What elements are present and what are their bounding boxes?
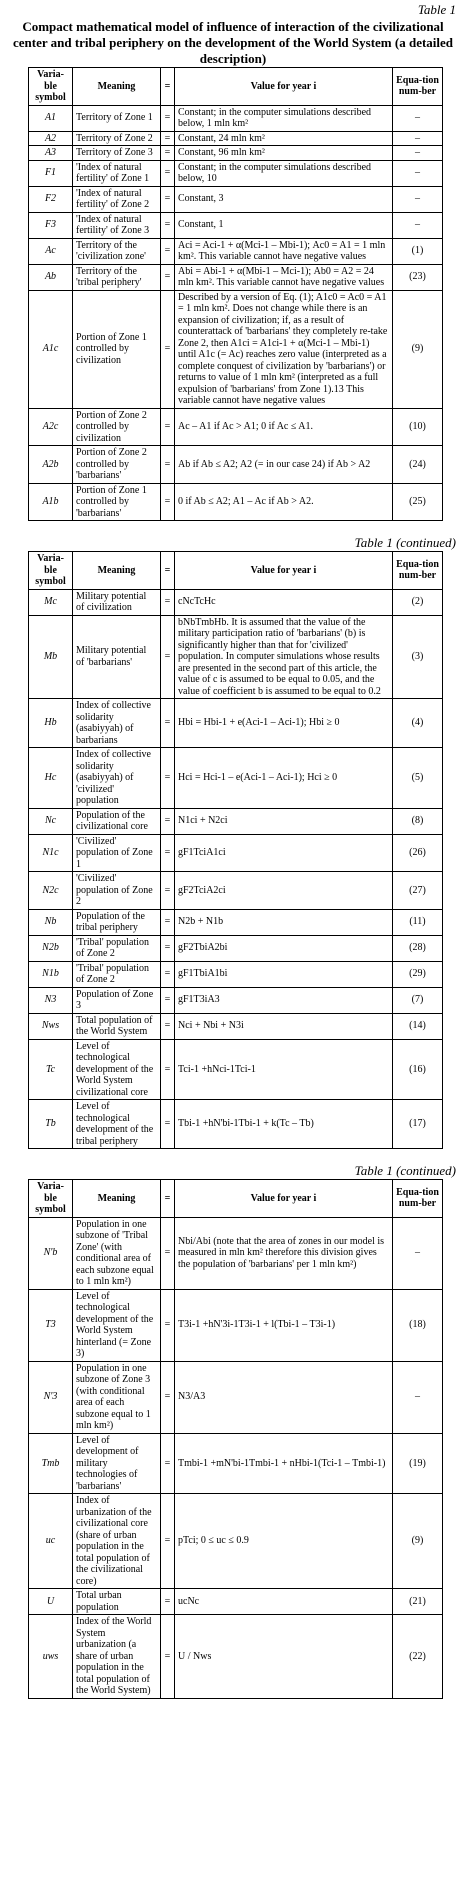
equation-number: (4)	[393, 699, 443, 748]
table-label: Table 1 (continued)	[354, 535, 456, 550]
table-row	[29, 408, 443, 446]
table-row	[29, 446, 443, 484]
equals-sign: =	[161, 105, 175, 131]
table-label: Table 1 (continued)	[354, 1163, 456, 1178]
variable-value: Constant; in the computer simulations described below, 1 mln km²	[175, 105, 393, 131]
variable-value: Abi = Abi-1 + α(Mbi-1 – Mci-1); Ab0 = A2 = 24 mln km². This variable cannot have negative values	[175, 264, 393, 290]
variable-meaning: Territory of the 'tribal periphery'	[73, 264, 161, 290]
equals-sign: =	[161, 264, 175, 290]
equation-number: –	[393, 160, 443, 186]
equals-sign: =	[161, 935, 175, 961]
equation-number: –	[393, 186, 443, 212]
variable-symbol: F2	[29, 186, 73, 212]
variable-value: N3/A3	[175, 1361, 393, 1433]
table-row	[29, 935, 443, 961]
equals-sign: =	[161, 212, 175, 238]
equals-sign: =	[161, 1100, 175, 1149]
variable-value: Constant, 96 mln km²	[175, 146, 393, 161]
equation-number: (9)	[393, 290, 443, 408]
header-value: Value for year i	[175, 1180, 393, 1218]
variable-value: U / Nws	[175, 1615, 393, 1699]
variable-meaning: Index of the World System urbanization (a share of urban population in the total population of the World System)	[73, 1615, 161, 1699]
variable-symbol: uws	[29, 1615, 73, 1699]
variable-value: N1ci + N2ci	[175, 808, 393, 834]
equals-sign: =	[161, 238, 175, 264]
variable-meaning: Index of collective solidarity (asabiyyah) of barbarians	[73, 699, 161, 748]
variable-meaning: Military potential of 'barbarians'	[73, 615, 161, 699]
table-row	[29, 909, 443, 935]
table-row	[29, 1013, 443, 1039]
equation-number: (3)	[393, 615, 443, 699]
equals-sign: =	[161, 834, 175, 872]
variable-value: Constant, 1	[175, 212, 393, 238]
header-symbol: Varia-ble symbol	[29, 1180, 73, 1218]
equals-sign: =	[161, 1289, 175, 1361]
table-row	[29, 1589, 443, 1615]
table-title: Compact mathematical model of influence of interaction of the civilizational center and tribal periphery on the development of the World System (a detailed description)	[12, 19, 454, 66]
variable-value: ucNc	[175, 1589, 393, 1615]
header-value: Value for year i	[175, 68, 393, 106]
variable-meaning: Portion of Zone 2 controlled by civilization	[73, 408, 161, 446]
variable-value: Described by a version of Eq. (1); A1c0 = Ac0 = A1 = 1 mln km². Does not change while there is an expansion of civilization; if, as a result of counterattack of 'barbarians' they completely re-take Zone 2, then A1ci = A1ci-1 + α(Mci-1 – Mbi-1) until A1c (= Ac) reaches zero value (interpreted as a complete conquest of civilization by 'barbarians') or returns to value of 1 mln km² (interpreted as a full expulsion of 'barbarians' from Zone 1).13 This variable cannot have negative values	[175, 290, 393, 408]
table-row	[29, 290, 443, 408]
header-value: Value for year i	[175, 552, 393, 590]
table-row	[29, 1615, 443, 1699]
equation-number: (24)	[393, 446, 443, 484]
equals-sign: =	[161, 1615, 175, 1699]
equals-sign: =	[161, 160, 175, 186]
header-equals: =	[161, 1180, 175, 1218]
variable-symbol: Mc	[29, 589, 73, 615]
variable-meaning: 'Index of natural fertility' of Zone 3	[73, 212, 161, 238]
variable-symbol: N1c	[29, 834, 73, 872]
table-row	[29, 808, 443, 834]
variable-symbol: Ac	[29, 238, 73, 264]
table-row	[29, 987, 443, 1013]
table-row	[29, 212, 443, 238]
equation-number: (14)	[393, 1013, 443, 1039]
variable-value: gF1TciA1ci	[175, 834, 393, 872]
variable-symbol: A2c	[29, 408, 73, 446]
variable-meaning: Population of Zone 3	[73, 987, 161, 1013]
variable-meaning: Level of development of military technologies of 'barbarians'	[73, 1433, 161, 1494]
table-row	[29, 146, 443, 161]
equals-sign: =	[161, 408, 175, 446]
variable-symbol: A1c	[29, 290, 73, 408]
variable-value: N2b + N1b	[175, 909, 393, 935]
equation-number: (23)	[393, 264, 443, 290]
table-row	[29, 1217, 443, 1289]
variable-meaning: 'Index of natural fertility' of Zone 2	[73, 186, 161, 212]
model-table	[28, 67, 443, 521]
equation-number: –	[393, 131, 443, 146]
variable-value: Nbi/Abi (note that the area of zones in our model is measured in mln km² therefore this division gives the population of 'barbarians' per 1 mln km²)	[175, 1217, 393, 1289]
variable-value: Hbi = Hbi-1 + e(Aci-1 – Aci-1); Hbi ≥ 0	[175, 699, 393, 748]
equals-sign: =	[161, 872, 175, 910]
header-symbol: Varia-ble symbol	[29, 552, 73, 590]
equation-number: –	[393, 146, 443, 161]
equation-number: –	[393, 212, 443, 238]
variable-symbol: N2b	[29, 935, 73, 961]
equals-sign: =	[161, 589, 175, 615]
variable-meaning: Territory of Zone 3	[73, 146, 161, 161]
model-table	[28, 1179, 443, 1699]
equation-number: (26)	[393, 834, 443, 872]
variable-symbol: A2	[29, 131, 73, 146]
table-row	[29, 1494, 443, 1589]
variable-symbol: F1	[29, 160, 73, 186]
variable-value: Constant; in the computer simulations described below, 10	[175, 160, 393, 186]
equals-sign: =	[161, 146, 175, 161]
equation-number: –	[393, 105, 443, 131]
variable-meaning: Population of the civilizational core	[73, 808, 161, 834]
variable-value: Tmbi-1 +mN'bi-1Tmbi-1 + nHbi-1(Tci-1 – Tmbi-1)	[175, 1433, 393, 1494]
variable-value: gF2TciA2ci	[175, 872, 393, 910]
variable-symbol: Nws	[29, 1013, 73, 1039]
header-equals: =	[161, 552, 175, 590]
variable-value: Tbi-1 +hN'bi-1Tbi-1 + k(Tc – Tb)	[175, 1100, 393, 1149]
variable-meaning: 'Index of natural fertility' of Zone 1	[73, 160, 161, 186]
variable-symbol: Nc	[29, 808, 73, 834]
variable-symbol: A1b	[29, 483, 73, 521]
variable-symbol: U	[29, 1589, 73, 1615]
table-1-section	[0, 2, 466, 521]
equation-number: (7)	[393, 987, 443, 1013]
variable-value: Constant, 3	[175, 186, 393, 212]
table-row	[29, 589, 443, 615]
header-number: Equa-tion num-ber	[393, 68, 443, 106]
variable-symbol: Tmb	[29, 1433, 73, 1494]
variable-meaning: Population of the tribal periphery	[73, 909, 161, 935]
variable-meaning: 'Tribal' population of Zone 2	[73, 935, 161, 961]
equals-sign: =	[161, 1013, 175, 1039]
variable-symbol: N'3	[29, 1361, 73, 1433]
equation-number: –	[393, 1361, 443, 1433]
variable-meaning: 'Civilized' population of Zone 2	[73, 872, 161, 910]
equals-sign: =	[161, 1217, 175, 1289]
equation-number: (17)	[393, 1100, 443, 1149]
equation-number: (25)	[393, 483, 443, 521]
table-row	[29, 748, 443, 809]
variable-meaning: Total population of the World System	[73, 1013, 161, 1039]
equation-number: (10)	[393, 408, 443, 446]
equation-number: (29)	[393, 961, 443, 987]
model-table	[28, 551, 443, 1149]
variable-symbol: N'b	[29, 1217, 73, 1289]
table-row	[29, 615, 443, 699]
variable-symbol: Hb	[29, 699, 73, 748]
equals-sign: =	[161, 131, 175, 146]
variable-value: Hci = Hci-1 – e(Aci-1 – Aci-1); Hci ≥ 0	[175, 748, 393, 809]
variable-symbol: A2b	[29, 446, 73, 484]
variable-value: cNcTcHc	[175, 589, 393, 615]
variable-symbol: Nb	[29, 909, 73, 935]
variable-symbol: A1	[29, 105, 73, 131]
variable-value: Constant, 24 mln km²	[175, 131, 393, 146]
table-1-continued-2-section	[0, 1163, 466, 1699]
variable-meaning: Territory of Zone 2	[73, 131, 161, 146]
equation-number: (9)	[393, 1494, 443, 1589]
variable-meaning: Portion of Zone 1 controlled by 'barbarians'	[73, 483, 161, 521]
table-row	[29, 483, 443, 521]
equation-number: (18)	[393, 1289, 443, 1361]
table-row	[29, 1289, 443, 1361]
equation-number: (1)	[393, 238, 443, 264]
variable-meaning: Level of technological development of the World System hinterland (= Zone 3)	[73, 1289, 161, 1361]
equation-number: (19)	[393, 1433, 443, 1494]
equals-sign: =	[161, 909, 175, 935]
variable-meaning: Level of technological development of the World System civilizational core	[73, 1039, 161, 1100]
equals-sign: =	[161, 748, 175, 809]
variable-value: gF2TbiA2bi	[175, 935, 393, 961]
equals-sign: =	[161, 1433, 175, 1494]
table-label: Table 1	[417, 2, 456, 17]
table-header-row	[29, 1180, 443, 1218]
variable-symbol: Hc	[29, 748, 73, 809]
variable-symbol: F3	[29, 212, 73, 238]
equals-sign: =	[161, 961, 175, 987]
table-row	[29, 961, 443, 987]
variable-meaning: Index of urbanization of the civilizational core (share of urban population in the total population of the civilizational core)	[73, 1494, 161, 1589]
variable-value: gF1TbiA1bi	[175, 961, 393, 987]
equals-sign: =	[161, 808, 175, 834]
variable-value: Ac – A1 if Ac > A1; 0 if Ac ≤ A1.	[175, 408, 393, 446]
variable-value: bNbTmbHb. It is assumed that the value of the military participation ratio of 'barbarians' (b) is significantly higher than that for 'civilized' population. In computer simulations whose results are presented in the second part of this article, the value of c is assumed to be equal to 0.05, and the value of coefficient b is assumed to be equal to 0.2	[175, 615, 393, 699]
table-header-row	[29, 552, 443, 590]
header-number: Equa-tion num-ber	[393, 1180, 443, 1218]
variable-meaning: Population in one subzone of 'Tribal Zone' (with conditional area of each subzone equal to 1 mln km²)	[73, 1217, 161, 1289]
variable-value: Aci = Aci-1 + α(Mci-1 – Mbi-1); Ac0 = A1 = 1 mln km². This variable cannot have negative values	[175, 238, 393, 264]
variable-symbol: Tb	[29, 1100, 73, 1149]
variable-value: 0 if Ab ≤ A2; A1 – Ac if Ab > A2.	[175, 483, 393, 521]
equation-number: (2)	[393, 589, 443, 615]
equals-sign: =	[161, 699, 175, 748]
variable-meaning: Portion of Zone 1 controlled by civilization	[73, 290, 161, 408]
variable-value: T3i-1 +hN'3i-1T3i-1 + l(Tbi-1 – T3i-1)	[175, 1289, 393, 1361]
equation-number: (21)	[393, 1589, 443, 1615]
table-row	[29, 186, 443, 212]
variable-symbol: N3	[29, 987, 73, 1013]
table-row	[29, 264, 443, 290]
variable-meaning: 'Civilized' population of Zone 1	[73, 834, 161, 872]
equals-sign: =	[161, 615, 175, 699]
variable-meaning: Total urban population	[73, 1589, 161, 1615]
variable-value: pTci; 0 ≤ uc ≤ 0.9	[175, 1494, 393, 1589]
equals-sign: =	[161, 446, 175, 484]
header-meaning: Meaning	[73, 68, 161, 106]
equation-number: (16)	[393, 1039, 443, 1100]
variable-meaning: Population in one subzone of Zone 3 (with conditional area of each subzone equal to 1 mln km²)	[73, 1361, 161, 1433]
variable-meaning: Level of technological development of the tribal periphery	[73, 1100, 161, 1149]
table-row	[29, 1433, 443, 1494]
header-symbol: Varia-ble symbol	[29, 68, 73, 106]
variable-value: gF1T3iA3	[175, 987, 393, 1013]
variable-symbol: N2c	[29, 872, 73, 910]
header-meaning: Meaning	[73, 552, 161, 590]
variable-symbol: Mb	[29, 615, 73, 699]
table-row	[29, 238, 443, 264]
equals-sign: =	[161, 987, 175, 1013]
table-row	[29, 105, 443, 131]
variable-value: Nci + Nbi + N3i	[175, 1013, 393, 1039]
variable-value: Tci-1 +hNci-1Tci-1	[175, 1039, 393, 1100]
table-row	[29, 1361, 443, 1433]
equation-number: (5)	[393, 748, 443, 809]
table-row	[29, 699, 443, 748]
equals-sign: =	[161, 1589, 175, 1615]
header-number: Equa-tion num-ber	[393, 552, 443, 590]
variable-meaning: Portion of Zone 2 controlled by 'barbarians'	[73, 446, 161, 484]
equals-sign: =	[161, 1494, 175, 1589]
table-1-continued-section	[0, 535, 466, 1149]
variable-meaning: Territory of the 'civilization zone'	[73, 238, 161, 264]
equation-number: (27)	[393, 872, 443, 910]
variable-symbol: T3	[29, 1289, 73, 1361]
equals-sign: =	[161, 483, 175, 521]
variable-symbol: Ab	[29, 264, 73, 290]
variable-value: Ab if Ab ≤ A2; A2 (= in our case 24) if Ab > A2	[175, 446, 393, 484]
table-row	[29, 131, 443, 146]
table-row	[29, 834, 443, 872]
variable-symbol: N1b	[29, 961, 73, 987]
variable-symbol: uc	[29, 1494, 73, 1589]
equation-number: (11)	[393, 909, 443, 935]
equation-number: –	[393, 1217, 443, 1289]
variable-symbol: A3	[29, 146, 73, 161]
table-row	[29, 872, 443, 910]
table-row	[29, 1039, 443, 1100]
variable-meaning: Territory of Zone 1	[73, 105, 161, 131]
variable-symbol: Tc	[29, 1039, 73, 1100]
header-meaning: Meaning	[73, 1180, 161, 1218]
equation-number: (22)	[393, 1615, 443, 1699]
equals-sign: =	[161, 1039, 175, 1100]
equals-sign: =	[161, 186, 175, 212]
variable-meaning: 'Tribal' population of Zone 2	[73, 961, 161, 987]
equals-sign: =	[161, 290, 175, 408]
equation-number: (28)	[393, 935, 443, 961]
table-row	[29, 160, 443, 186]
variable-meaning: Military potential of civilization	[73, 589, 161, 615]
equals-sign: =	[161, 1361, 175, 1433]
table-row	[29, 1100, 443, 1149]
table-header-row	[29, 68, 443, 106]
variable-meaning: Index of collective solidarity (asabiyyah) of 'civilized' population	[73, 748, 161, 809]
header-equals: =	[161, 68, 175, 106]
equation-number: (8)	[393, 808, 443, 834]
